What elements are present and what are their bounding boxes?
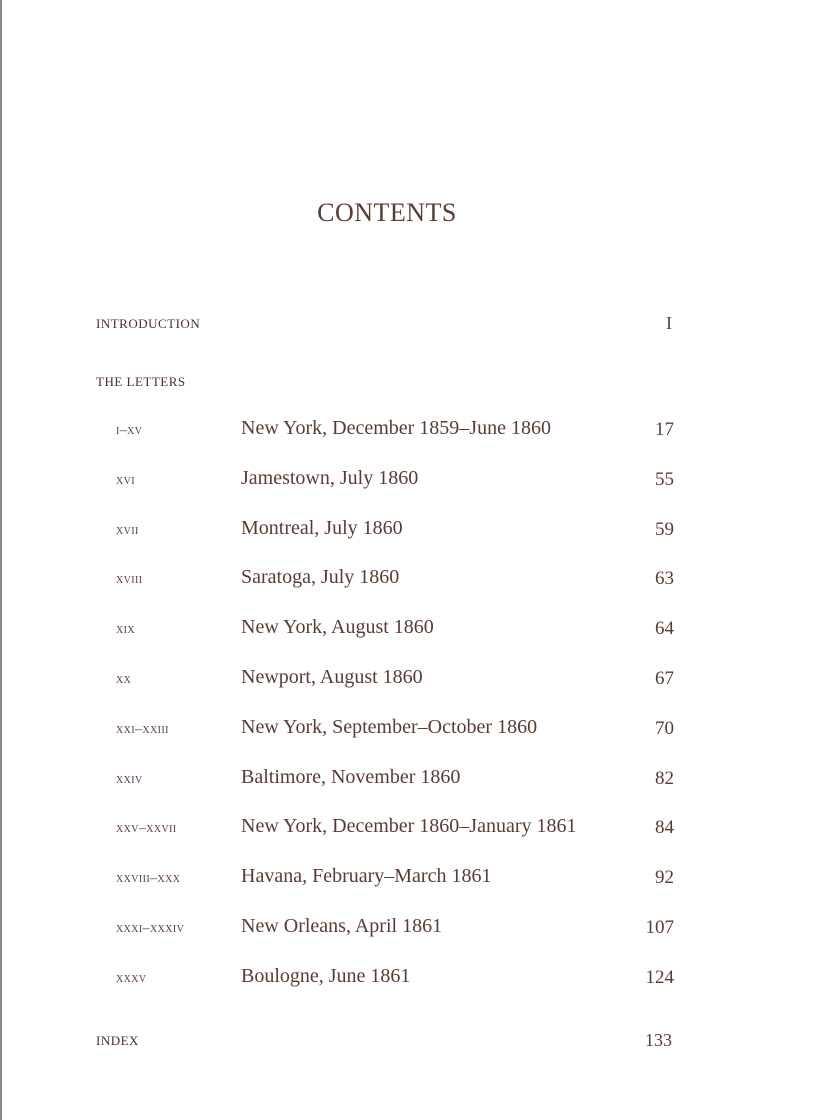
letter-page: 82: [655, 767, 674, 789]
letter-numeral: xxxi–xxxiv: [116, 920, 185, 936]
index-label: INDEX: [96, 1033, 139, 1048]
letters-heading: THE LETTERS: [96, 374, 186, 389]
list-item: [2, 965, 820, 1015]
introduction-page: I: [666, 313, 672, 333]
list-item: [2, 616, 820, 666]
letter-place: Newport, August 1860: [241, 665, 423, 688]
letter-numeral: xxxv: [116, 970, 147, 986]
letter-place: New Orleans, April 1861: [241, 914, 443, 937]
letter-page: 67: [655, 667, 674, 689]
letter-numeral: xvi: [116, 472, 135, 488]
letter-place: New York, December 1859–June 1860: [241, 417, 551, 439]
list-item: [2, 417, 820, 467]
list-item: [2, 915, 820, 965]
letters-list: [2, 417, 820, 1015]
list-item: [2, 566, 820, 616]
letter-page: 59: [655, 518, 674, 540]
letter-page: 124: [645, 966, 674, 988]
letter-place: Boulogne, June 1861: [241, 964, 411, 987]
letter-page: 63: [655, 568, 674, 590]
index-page: 133: [645, 1030, 672, 1050]
letter-numeral: xvii: [116, 522, 139, 538]
list-item: [2, 815, 820, 865]
letter-numeral: xxviii–xxx: [116, 871, 181, 887]
letter-numeral: i–xv: [116, 423, 143, 438]
letter-page: 84: [655, 817, 674, 839]
letter-numeral: xxiv: [116, 771, 143, 787]
introduction-label: INTRODUCTION: [96, 316, 201, 331]
letter-numeral: xxi–xxiii: [116, 721, 169, 737]
letter-numeral: xviii: [116, 572, 143, 588]
letter-page: 92: [655, 867, 674, 889]
page-title: CONTENTS: [317, 198, 457, 227]
letter-place: Jamestown, July 1860: [241, 466, 419, 489]
letter-page: 17: [655, 419, 674, 440]
list-item: [2, 517, 820, 567]
letter-place: Saratoga, July 1860: [241, 566, 400, 589]
letter-numeral: xx: [116, 671, 132, 687]
letter-place: Montreal, July 1860: [241, 516, 403, 539]
letter-place: New York, August 1860: [241, 616, 434, 639]
letter-numeral: xix: [116, 622, 135, 638]
letter-page: 70: [655, 717, 674, 739]
list-item: [2, 865, 820, 915]
letter-place: Baltimore, November 1860: [241, 765, 461, 788]
letter-place: New York, December 1860–January 1861: [241, 815, 577, 838]
list-item: [2, 467, 820, 517]
list-item: [2, 666, 820, 716]
list-item: [2, 766, 820, 816]
letter-page: 55: [655, 468, 674, 490]
letter-page: 107: [645, 916, 674, 938]
letter-place: New York, September–October 1860: [241, 715, 538, 738]
letter-page: 64: [655, 618, 674, 640]
letter-numeral: xxv–xxvii: [116, 821, 177, 837]
letter-place: Havana, February–March 1861: [241, 865, 492, 888]
list-item: [2, 716, 820, 766]
